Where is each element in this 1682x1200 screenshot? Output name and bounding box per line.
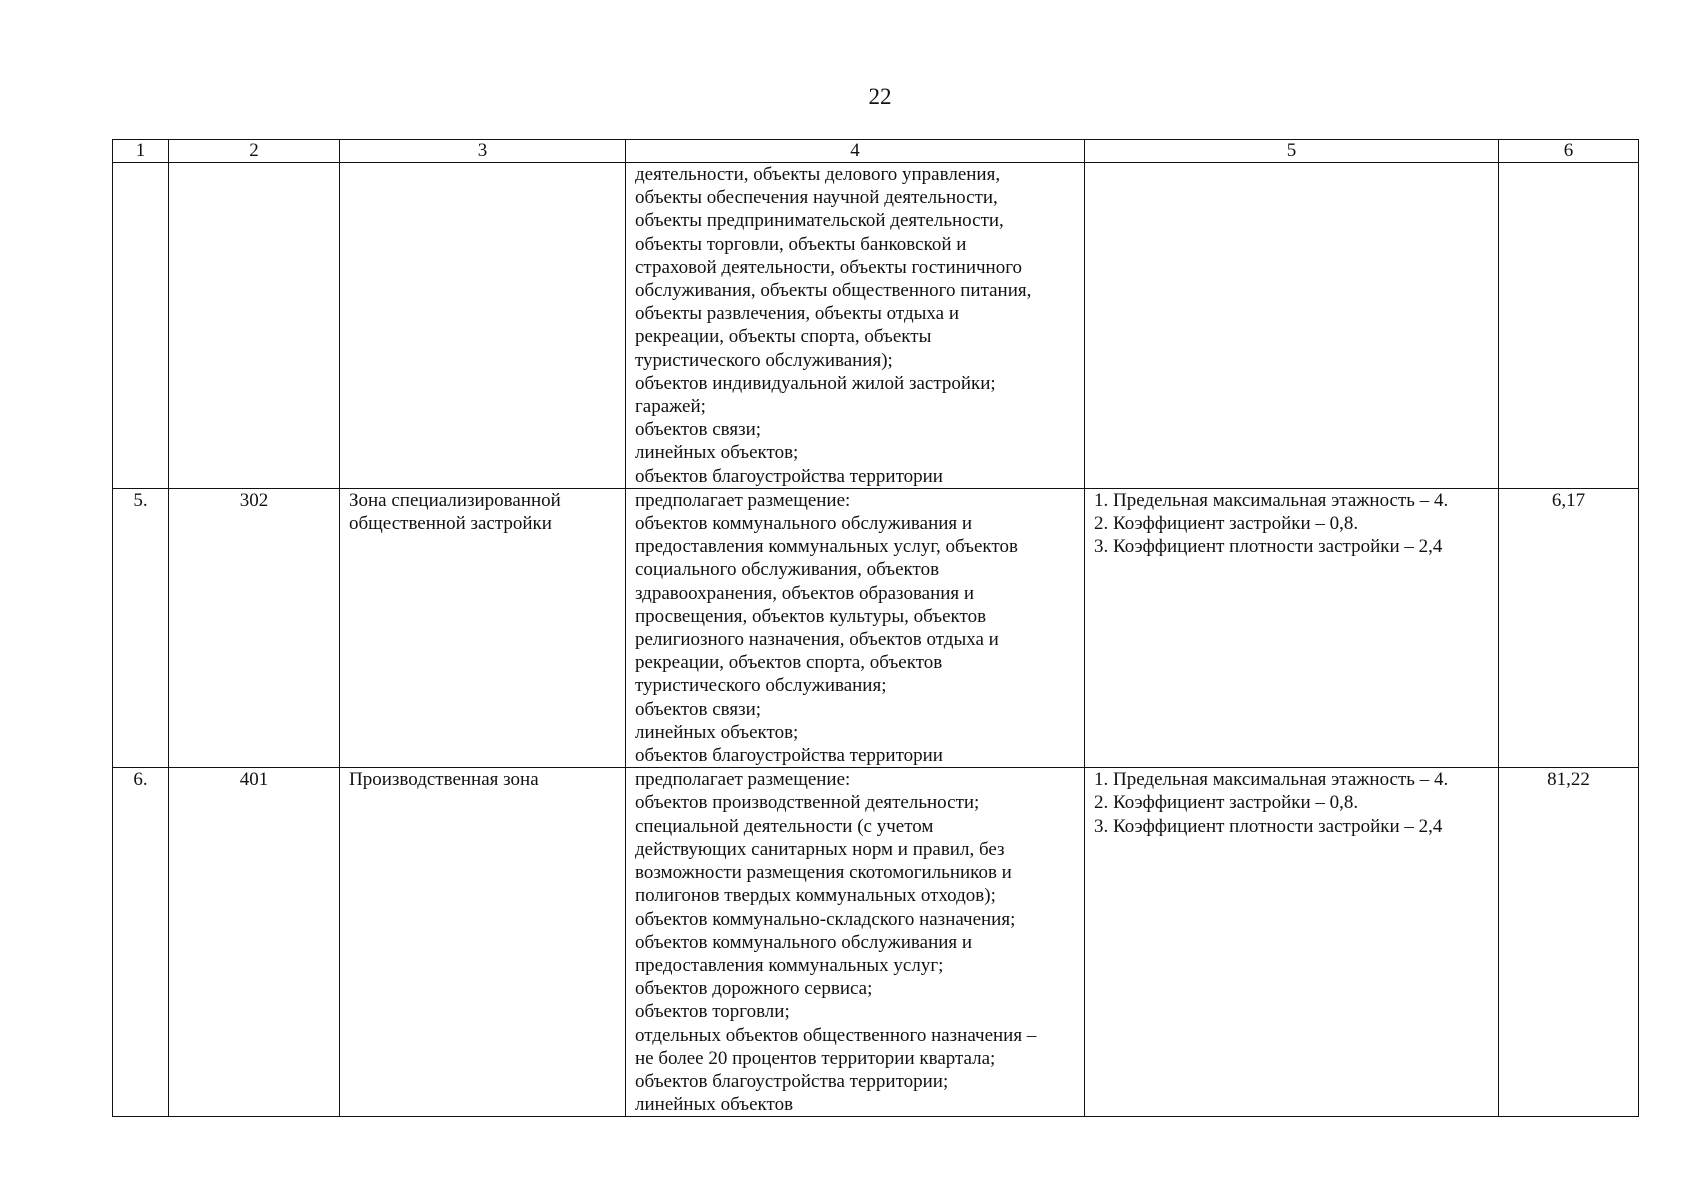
cell-zone-name: [340, 768, 626, 1117]
cell-line: объектов благоустройства территории;: [635, 1070, 949, 1092]
cell-line: рекреации, объектов спорта, объектов: [635, 652, 943, 674]
header-row: [113, 140, 1639, 163]
cell-line: 3. Коэффициент плотности застройки – 2,4: [1094, 536, 1443, 558]
cell-line: 1. Предельная максимальная этажность – 4.: [1094, 489, 1449, 511]
cell-line: объектов коммунального обслуживания и: [635, 513, 973, 535]
cell-line: деятельности, объекты делового управления,: [635, 164, 1001, 185]
cell-line: линейных объектов: [635, 1094, 794, 1116]
table-row: [113, 488, 1639, 767]
cell-line: предоставления коммунальных услуг, объектов: [635, 536, 1018, 558]
cell-line: специальной деятельности (с учетом: [635, 815, 934, 837]
cell-line: 1. Предельная максимальная этажность – 4.: [1094, 769, 1449, 791]
cell-line: отдельных объектов общественного назначения –: [635, 1024, 1037, 1046]
header-col-6: 6: [1499, 140, 1639, 163]
cell-purpose: [626, 488, 1085, 767]
cell-line: объектов индивидуальной жилой застройки;: [635, 372, 996, 394]
cell-zone-name: [340, 163, 626, 489]
cell-line: полигонов твердых коммунальных отходов);: [635, 885, 996, 907]
cell-line: объектов благоустройства территории: [635, 745, 943, 767]
cell-line: 3. Коэффициент плотности застройки – 2,4: [1094, 815, 1443, 837]
cell-line: объектов благоустройства территории: [635, 465, 943, 487]
cell-line: гаражей;: [635, 396, 706, 418]
cell-line: объектов связи;: [635, 698, 762, 720]
cell-area: 81,22: [1499, 768, 1639, 1117]
cell-line: объекты развлечения, объекты отдыха и: [635, 303, 960, 325]
cell-line: объекты предпринимательской деятельности,: [635, 210, 1004, 232]
cell-line: объектов связи;: [635, 419, 762, 441]
zones-table: [112, 139, 1639, 1117]
cell-line: предполагает размещение:: [635, 489, 851, 511]
cell-line: просвещения, объектов культуры, объектов: [635, 605, 987, 627]
cell-code: [169, 163, 340, 489]
cell-code: 302: [169, 488, 340, 767]
page-number: 22: [868, 84, 892, 109]
cell-line: предполагает размещение:: [635, 769, 851, 791]
cell-line: 2. Коэффициент застройки – 0,8.: [1094, 792, 1359, 814]
cell-line: линейных объектов;: [635, 442, 799, 464]
cell-line: обслуживания, объекты общественного питания,: [635, 280, 1032, 302]
header-col-4: 4: [626, 140, 1085, 163]
cell-line: объекты обеспечения научной деятельности,: [635, 187, 998, 209]
cell-params: [1085, 488, 1499, 767]
cell-num: [113, 163, 169, 489]
header-col-3: 3: [340, 140, 626, 163]
cell-num: 5.: [113, 488, 169, 767]
cell-num: 6.: [113, 768, 169, 1117]
header-col-1: 1: [113, 140, 169, 163]
cell-code: 401: [169, 768, 340, 1117]
cell-line: религиозного назначения, объектов отдыха и: [635, 629, 999, 651]
cell-params: [1085, 768, 1499, 1117]
cell-line: социального обслуживания, объектов: [635, 559, 940, 581]
cell-line: объектов торговли;: [635, 1001, 790, 1023]
cell-area: 6,17: [1499, 488, 1639, 767]
cell-purpose: [626, 163, 1085, 489]
header-col-2: 2: [169, 140, 340, 163]
cell-zone-name: [340, 488, 626, 767]
table-row: [113, 768, 1639, 1117]
cell-line: общественной застройки: [349, 513, 552, 535]
cell-line: 2. Коэффициент застройки – 0,8.: [1094, 513, 1359, 535]
cell-line: не более 20 процентов территории квартала;: [635, 1047, 996, 1069]
header-col-5: 5: [1085, 140, 1499, 163]
cell-line: возможности размещения скотомогильников и: [635, 862, 1012, 884]
cell-params: [1085, 163, 1499, 489]
cell-line: Зона специализированной: [349, 489, 561, 511]
cell-area: [1499, 163, 1639, 489]
cell-line: предоставления коммунальных услуг;: [635, 954, 944, 976]
table-row-continued: [113, 163, 1639, 489]
cell-line: объектов производственной деятельности;: [635, 792, 980, 814]
cell-line: туристического обслуживания;: [635, 675, 887, 697]
cell-line: действующих санитарных норм и правил, без: [635, 838, 1005, 860]
cell-line: объектов коммунально-складского назначения;: [635, 908, 1016, 930]
cell-line: линейных объектов;: [635, 721, 799, 743]
cell-line: туристического обслуживания);: [635, 349, 893, 371]
cell-line: здравоохранения, объектов образования и: [635, 582, 975, 604]
cell-purpose: [626, 768, 1085, 1117]
cell-line: рекреации, объекты спорта, объекты: [635, 326, 932, 348]
cell-line: страховой деятельности, объекты гостиничного: [635, 256, 1023, 278]
cell-line: объекты торговли, объекты банковской и: [635, 233, 967, 255]
cell-line: объектов коммунального обслуживания и: [635, 931, 973, 953]
cell-line: объектов дорожного сервиса;: [635, 978, 873, 1000]
cell-line: Производственная зона: [349, 769, 539, 791]
